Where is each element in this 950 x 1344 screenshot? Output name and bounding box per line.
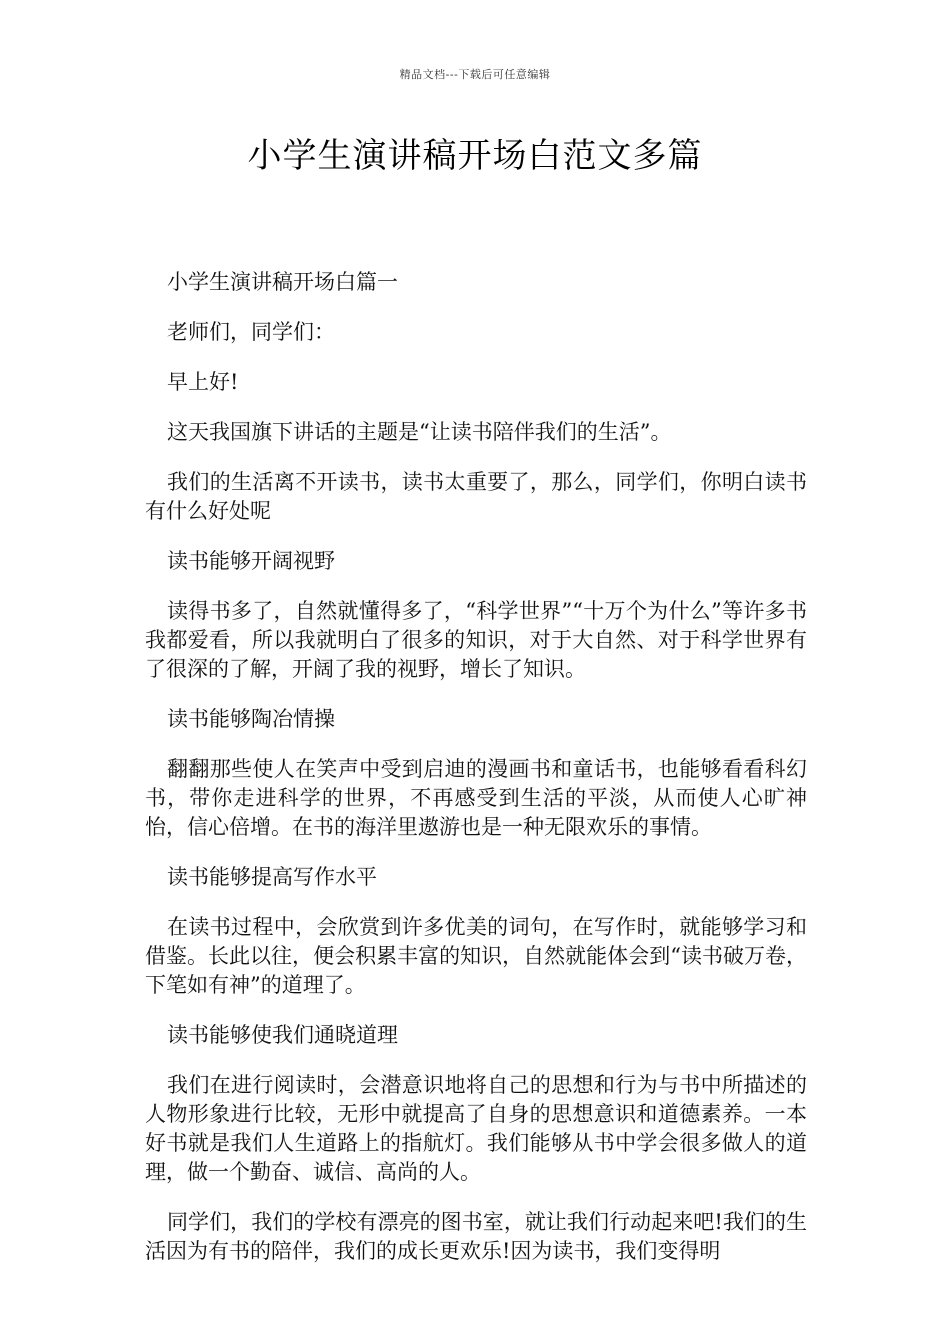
subheading: 读书能够使我们通晓道理 bbox=[167, 1023, 398, 1047]
subheading: 读书能够开阔视野 bbox=[167, 549, 335, 573]
document-title: 小学生演讲稿开场白范文多篇 bbox=[247, 136, 703, 176]
document-body bbox=[145, 268, 807, 1287]
body-paragraph: 同学们，我们的学校有漂亮的图书室，就让我们行动起来吧!我们的生活因为有书的陪伴，我们的成长更欢乐!因为读书，我们变得明 bbox=[145, 1210, 807, 1263]
body-paragraph: 翻翻那些使人在笑声中受到启迪的漫画书和童话书，也能够看看科幻书，带你走进科学的世界，不再感受到生活的平淡，从而使人心旷神怡，信心倍增。在书的海洋里遨游也是一种无限欢乐的事情。 bbox=[145, 757, 807, 839]
subheading: 读书能够陶冶情操 bbox=[167, 707, 335, 731]
body-paragraph: 我们的生活离不开读书，读书太重要了，那么，同学们，你明白读书有什么好处呢 bbox=[145, 470, 807, 523]
salutation: 老师们，同学们： bbox=[167, 320, 335, 344]
section-heading: 小学生演讲稿开场白篇一 bbox=[167, 270, 398, 294]
header-note: 精品文档---下载后可任意编辑 bbox=[399, 68, 551, 81]
greeting: 早上好! bbox=[167, 370, 239, 394]
subheading: 读书能够提高写作水平 bbox=[167, 865, 377, 889]
body-paragraph: 在读书过程中，会欣赏到许多优美的词句，在写作时，就能够学习和借鉴。长此以往，便会积累丰富的知识，自然就能体会到“读书破万卷，下笔如有神”的道理了。 bbox=[145, 915, 807, 997]
body-paragraph: 我们在进行阅读时，会潜意识地将自己的思想和行为与书中所描述的人物形象进行比较，无形中就提高了自身的思想意识和道德素养。一本好书就是我们人生道路上的指航灯。我们能够从书中学会很多做人的道理，做一个勤奋、诚信、高尚的人。 bbox=[145, 1073, 807, 1184]
body-paragraph: 这天我国旗下讲话的主题是“让读书陪伴我们的生活”。 bbox=[167, 420, 672, 444]
body-paragraph: 读得书多了，自然就懂得多了，“科学世界”“十万个为什么”等许多书我都爱看，所以我就明白了很多的知识，对于大自然、对于科学世界有了很深的了解，开阔了我的视野，增长了知识。 bbox=[145, 599, 807, 681]
